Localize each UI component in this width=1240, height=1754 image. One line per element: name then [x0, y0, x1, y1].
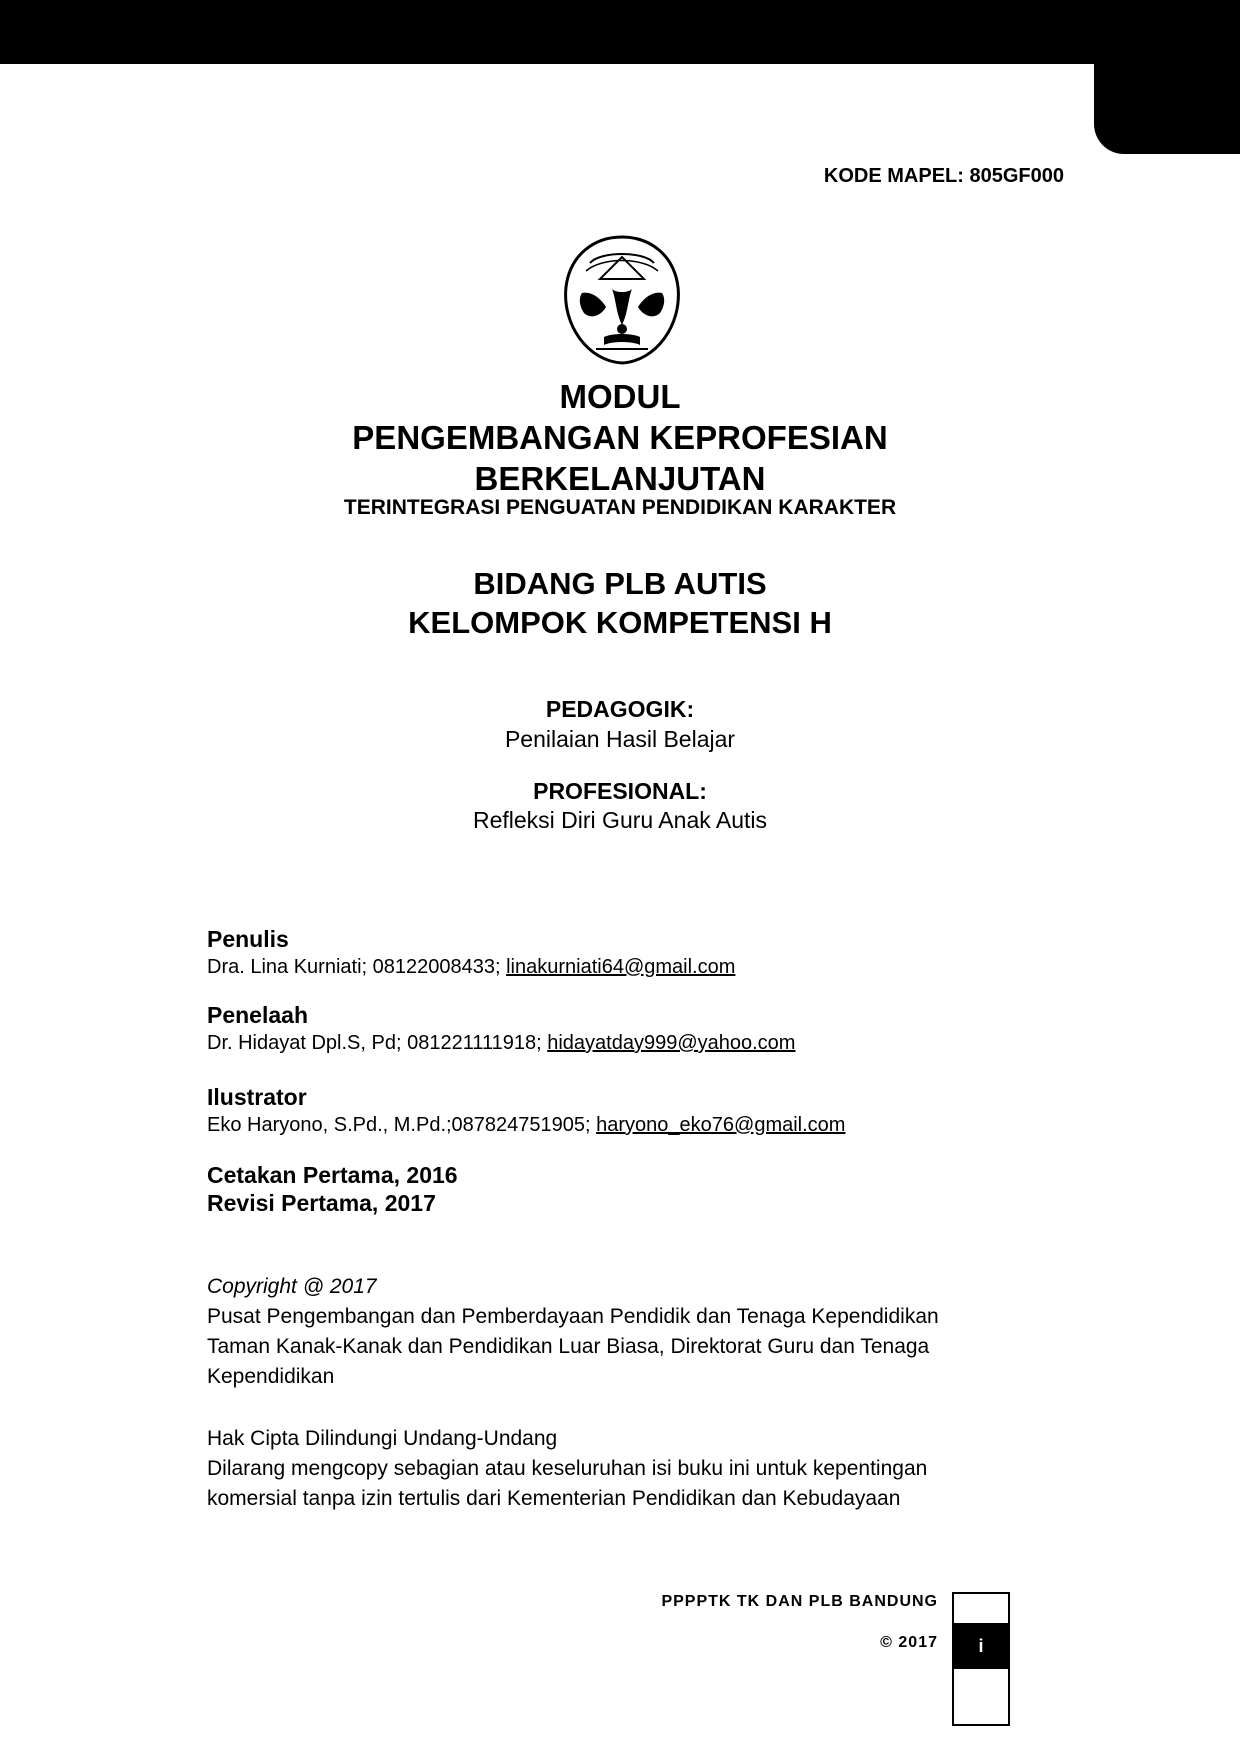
pedagogik-heading: PEDAGOGIK: — [545, 696, 695, 722]
bidang-line-2: KELOMPOK KOMPETENSI H — [408, 605, 832, 640]
rights-line-2: Dilarang mengcopy sebagian atau keseluruhan isi buku ini untuk kepentingan — [207, 1457, 928, 1480]
ilustrator-email-link[interactable]: haryono_eko76@gmail.com — [596, 1114, 846, 1136]
page-number: i — [952, 1623, 1010, 1669]
penelaah-heading: Penelaah — [207, 1002, 308, 1028]
penulis-block — [207, 926, 735, 979]
pedagogik-value: Penilaian Hasil Belajar — [504, 726, 736, 752]
profesional-heading: PROFESIONAL: — [533, 778, 707, 804]
module-subtitle: TERINTEGRASI PENGUATAN PENDIDIKAN KARAKTER — [343, 496, 897, 519]
ilustrator-details — [207, 1114, 845, 1137]
title-line-3: BERKELANJUTAN — [474, 460, 766, 497]
corner-tab — [1094, 40, 1240, 154]
footer-copyright: © 2017 — [880, 1634, 938, 1651]
title-line-1: MODUL — [559, 378, 681, 415]
penulis-details — [207, 956, 735, 979]
module-title — [0, 376, 1240, 499]
penulis-heading: Penulis — [207, 926, 289, 952]
copyright-line-1: Pusat Pengembangan dan Pemberdayaan Pendidik dan Tenaga Kependidikan — [207, 1305, 939, 1328]
ilustrator-text: Eko Haryono, S.Pd., M.Pd.;087824751905; — [207, 1114, 597, 1136]
tut-wuri-handayani-emblem-icon — [560, 233, 684, 367]
bidang-line-1: BIDANG PLB AUTIS — [473, 566, 767, 601]
bidang-heading — [0, 564, 1240, 642]
rights-line-1: Hak Cipta Dilindungi Undang-Undang — [207, 1427, 558, 1450]
top-black-bar — [0, 0, 1240, 64]
penelaah-email-link[interactable]: hidayatday999@yahoo.com — [547, 1032, 796, 1054]
penelaah-block — [207, 1002, 795, 1055]
penulis-email-link[interactable]: linakurniati64@gmail.com — [506, 956, 736, 978]
penulis-text: Dra. Lina Kurniati; 08122008433; — [207, 956, 507, 978]
penelaah-details — [207, 1032, 795, 1055]
penelaah-text: Dr. Hidayat Dpl.S, Pd; 081221111918; — [207, 1032, 548, 1054]
kode-mapel: KODE MAPEL: 805GF000 — [823, 165, 1064, 187]
rights-line-3: komersial tanpa izin tertulis dari Kementerian Pendidikan dan Kebudayaan — [207, 1487, 901, 1510]
rights-block — [207, 1424, 1037, 1514]
copyright-label: Copyright @ 2017 — [207, 1275, 377, 1298]
copyright-line-2: Taman Kanak-Kanak dan Pendidikan Luar Biasa, Direktorat Guru dan Tenaga — [207, 1335, 930, 1358]
title-line-2: PENGEMBANGAN KEPROFESIAN — [352, 419, 888, 456]
page-number-divider — [952, 1667, 1010, 1669]
profesional-value: Refleksi Diri Guru Anak Autis — [472, 807, 767, 833]
revisi-pertama: Revisi Pertama, 2017 — [207, 1190, 436, 1216]
copyright-line-3: Kependidikan — [207, 1365, 335, 1388]
footer-org: PPPPTK TK DAN PLB BANDUNG — [661, 1593, 938, 1610]
ilustrator-heading: Ilustrator — [207, 1084, 307, 1110]
cetakan-pertama: Cetakan Pertama, 2016 — [207, 1162, 458, 1188]
copyright-block — [207, 1272, 1037, 1392]
edition-block — [207, 1161, 458, 1217]
ilustrator-block — [207, 1084, 845, 1137]
